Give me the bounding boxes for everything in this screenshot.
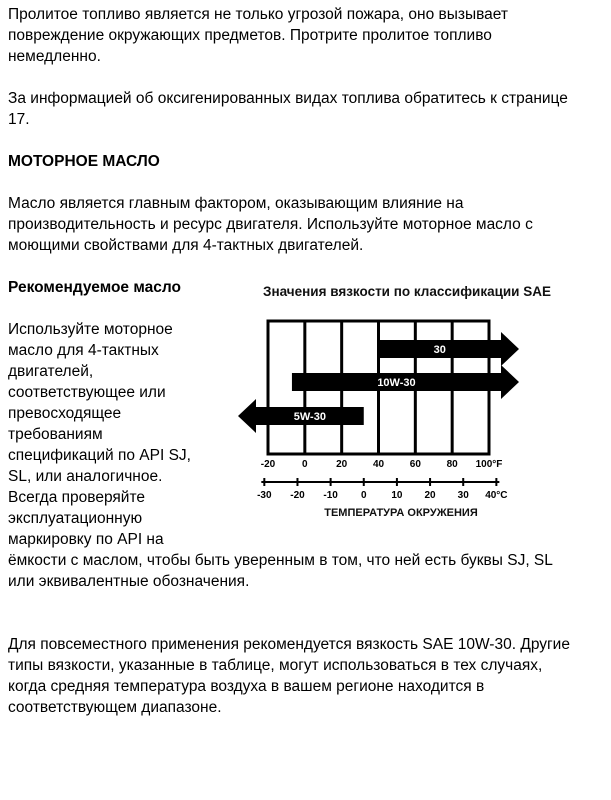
engine-oil-paragraph: Масло является главным фактором, оказывающим влияние на производительность и ресурс двигателя. Используйте моторное масло с моющими свойствами для 4-тактных двигателей. bbox=[8, 195, 533, 254]
f-tick-label: 60 bbox=[409, 459, 421, 470]
viscosity-recommendation-paragraph: Для повсеместного применения рекомендуется вязкость SAE 10W-30. Другие типы вязкости, указанные в таблице, могут использоваться в тех случаях, когда средняя температура воздуха в вашем регионе находится в соответствующем диапазоне. bbox=[8, 636, 570, 716]
c-tick-label: 30 bbox=[457, 490, 469, 501]
f-tick-label: -20 bbox=[260, 459, 276, 470]
sae-viscosity-chart bbox=[211, 279, 603, 541]
f-tick-label: 100°F bbox=[475, 459, 503, 470]
recommended-oil-heading: Рекомендуемое масло bbox=[8, 279, 181, 296]
c-tick-label: -10 bbox=[323, 490, 338, 501]
c-tick-label: 10 bbox=[391, 490, 403, 501]
x-axis-label: ТЕМПЕРАТУРА ОКРУЖЕНИЯ bbox=[324, 507, 478, 519]
c-tick-label: -30 bbox=[257, 490, 272, 501]
chart-title: Значения вязкости по классификации SAE bbox=[263, 284, 551, 299]
recommended-oil-paragraph: Используйте моторное масло для 4-тактных двигателей, соответствующее или превосходящее требованиям спецификаций по API SJ, SL, или аналогичное. Всегда проверяйте эксплуатационную маркировку по API на ёмкости с маслом, чтобы быть уверенным в том, что ней есть буквы SJ, SL или эквивалентные обозначения. bbox=[8, 321, 553, 590]
c-tick-label: 20 bbox=[424, 490, 436, 501]
f-tick-label: 0 bbox=[302, 459, 308, 470]
c-tick-label: 40°C bbox=[485, 490, 508, 501]
f-tick-label: 80 bbox=[446, 459, 458, 470]
viscosity-label: 5W-30 bbox=[293, 411, 326, 423]
c-tick-label: 0 bbox=[360, 490, 367, 501]
viscosity-bar-30 bbox=[379, 332, 520, 366]
engine-oil-heading: МОТОРНОЕ МАСЛО bbox=[8, 153, 160, 170]
c-tick-label: -20 bbox=[290, 490, 305, 501]
f-tick-label: 40 bbox=[372, 459, 385, 470]
oxygenated-fuel-paragraph: За информацией об оксигенированных видах топлива обратитесь к странице 17. bbox=[8, 90, 568, 128]
viscosity-label: 30 bbox=[433, 344, 446, 356]
fuel-spill-paragraph: Пролитое топливо является не только угрозой пожара, оно вызывает повреждение окружающих предметов. Протрите пролитое топливо немедленно. bbox=[8, 6, 509, 65]
viscosity-label: 10W-30 bbox=[377, 377, 416, 389]
f-tick-label: 20 bbox=[336, 459, 348, 470]
